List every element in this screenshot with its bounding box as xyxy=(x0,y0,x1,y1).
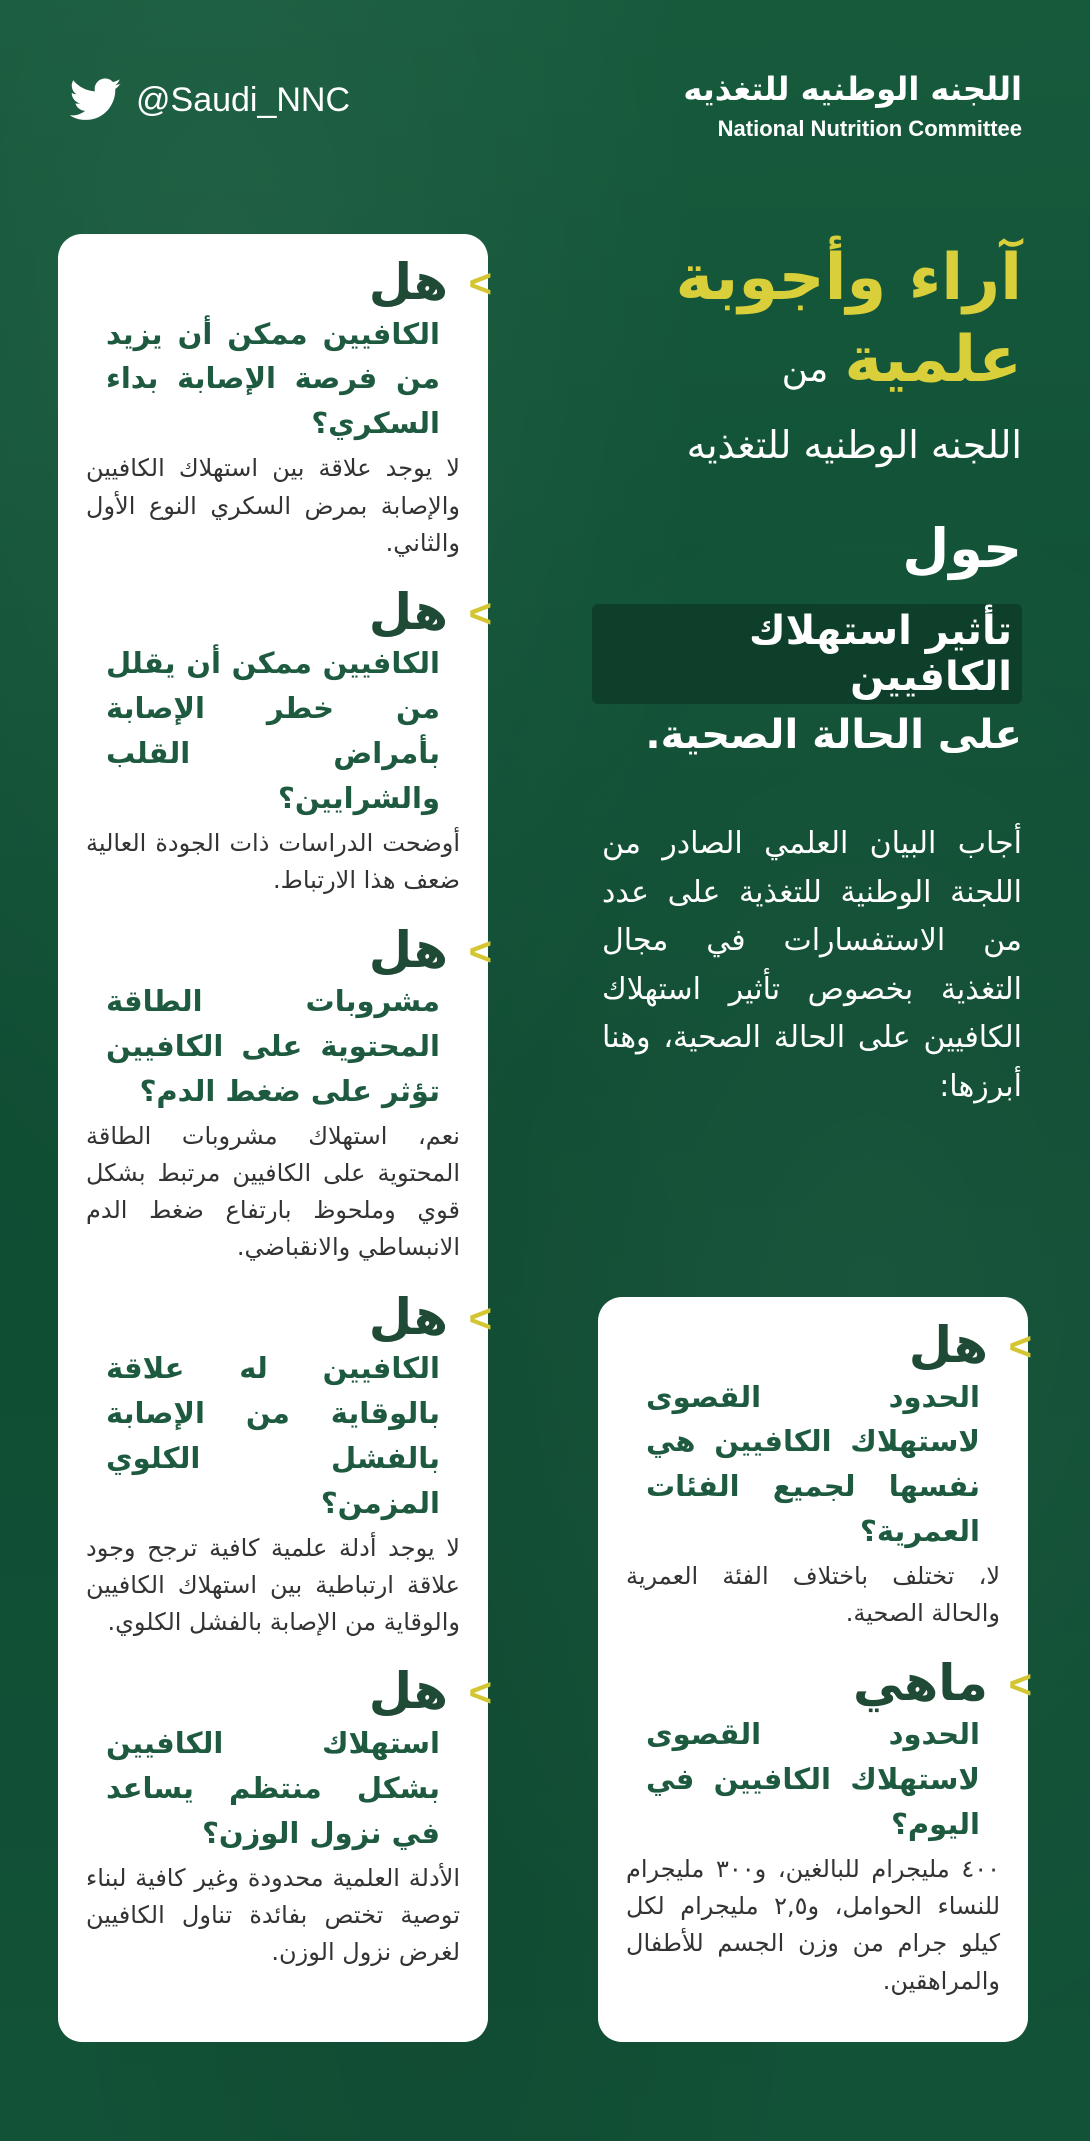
chevron-left-icon: > xyxy=(468,591,492,636)
qa-item xyxy=(86,253,492,562)
qa-answer: ٤٠٠ مليجرام للبالغين، و٣٠٠ مليجرام للنساء الحوامل، و٢,٥ مليجرام لكل كيلو جرام من وزن الجسم للأطفال والمراهقين. xyxy=(626,1854,1000,1995)
logo-english: National Nutrition Committee xyxy=(717,116,1022,141)
qa-item xyxy=(86,1662,492,1971)
qa-answer: نعم، استهلاك مشروبات الطاقة المحتوية على الكافيين مرتبط بشكل قوي وملحوظ بارتفاع ضغط الدم الانبساطي والانقباضي. xyxy=(86,1121,460,1262)
qa-item xyxy=(86,920,492,1267)
twitter-bird-icon xyxy=(70,78,122,122)
qa-item xyxy=(626,1653,1032,2000)
topic-highlight: تأثير استهلاك الكافيين xyxy=(592,604,1022,704)
qa-marker: ماهي xyxy=(853,1653,988,1712)
qa-question: مشروبات الطاقة المحتوية على الكافيين تؤثر على ضغط الدم؟ xyxy=(106,984,440,1108)
qa-answer: لا يوجد أدلة علمية كافية ترجح وجود علاقة ارتباطية بين استهلاك الكافيين والوقاية من الإصابة بالفشل الكلوي. xyxy=(86,1533,460,1637)
qa-question: استهلاك الكافيين بشكل منتظم يساعد في نزول الوزن؟ xyxy=(106,1725,440,1850)
qa-answer: أوضحت الدراسات ذات الجودة العالية ضعف هذا الارتباط. xyxy=(86,829,460,895)
hero-section xyxy=(592,240,1022,758)
qa-question: الحدود القصوى لاستهلاك الكافيين في اليوم؟ xyxy=(646,1717,980,1841)
chevron-left-icon: > xyxy=(468,929,492,974)
qa-marker: هل xyxy=(368,1287,448,1346)
qa-answer: لا، تختلف باختلاف الفئة العمرية والحالة الصحية. xyxy=(626,1562,1000,1628)
hero-title-from: من xyxy=(781,348,829,390)
qa-item xyxy=(86,1287,492,1642)
qa-answer: الأدلة العلمية محدودة وغير كافية لبناء توصية تختص بفائدة تناول الكافيين لغرض نزول الوزن. xyxy=(86,1863,460,1967)
committee-logo xyxy=(683,70,1022,142)
chevron-left-icon: > xyxy=(1008,1325,1032,1369)
qa-question: الكافيين له علاقة بالوقاية من الإصابة بالفشل الكلوي المزمن؟ xyxy=(106,1351,440,1520)
chevron-left-icon: > xyxy=(468,1296,492,1341)
chevron-left-icon: > xyxy=(468,1671,492,1716)
chevron-left-icon: > xyxy=(1008,1662,1032,1707)
qa-question: الكافيين ممكن أن يزيد من فرصة الإصابة بداء السكري؟ xyxy=(106,316,440,441)
qa-card-right xyxy=(598,1297,1032,2042)
intro-paragraph: أجاب البيان العلمي الصادر من اللجنة الوطنية للتغذية على عدد من الاستفسارات في مجال التغذية بخصوص تأثير استهلاك الكافيين على الحالة الصحية، وهنا أبرزها: xyxy=(602,826,1022,1104)
qa-marker: هل xyxy=(368,253,448,311)
qa-question: الكافيين ممكن أن يقلل من خطر الإصابة بأمراض القلب والشرايين؟ xyxy=(106,646,440,816)
qa-marker: هل xyxy=(368,1662,448,1721)
qa-card-left xyxy=(58,234,492,2042)
logo-arabic: اللجنه الوطنيه للتغذيه xyxy=(683,70,1022,108)
qa-marker: هل xyxy=(368,582,448,641)
qa-question: الحدود القصوى لاستهلاك الكافيين هي نفسها لجميع الفئات العمرية؟ xyxy=(646,1379,980,1549)
twitter-handle-text: @Saudi_NNC xyxy=(136,80,351,119)
qa-item xyxy=(86,582,492,900)
qa-marker: هل xyxy=(908,1316,988,1374)
qa-answer: لا يوجد علاقة بين استهلاك الكافيين والإصابة بمرض السكري النوع الأول والثاني. xyxy=(86,454,460,557)
topic-line2: على الحالة الصحية. xyxy=(645,711,1022,758)
hero-about: حول xyxy=(902,516,1022,580)
twitter-handle[interactable] xyxy=(70,78,350,122)
hero-title: آراء وأجوبة xyxy=(675,241,1022,315)
hero-title-scientific: علمية xyxy=(844,322,1022,397)
qa-item xyxy=(626,1316,1032,1633)
hero-committee: اللجنه الوطنيه للتغذيه xyxy=(686,422,1022,467)
qa-marker: هل xyxy=(368,920,448,979)
chevron-left-icon: > xyxy=(468,262,492,306)
hero-title-line2 xyxy=(592,323,1022,397)
